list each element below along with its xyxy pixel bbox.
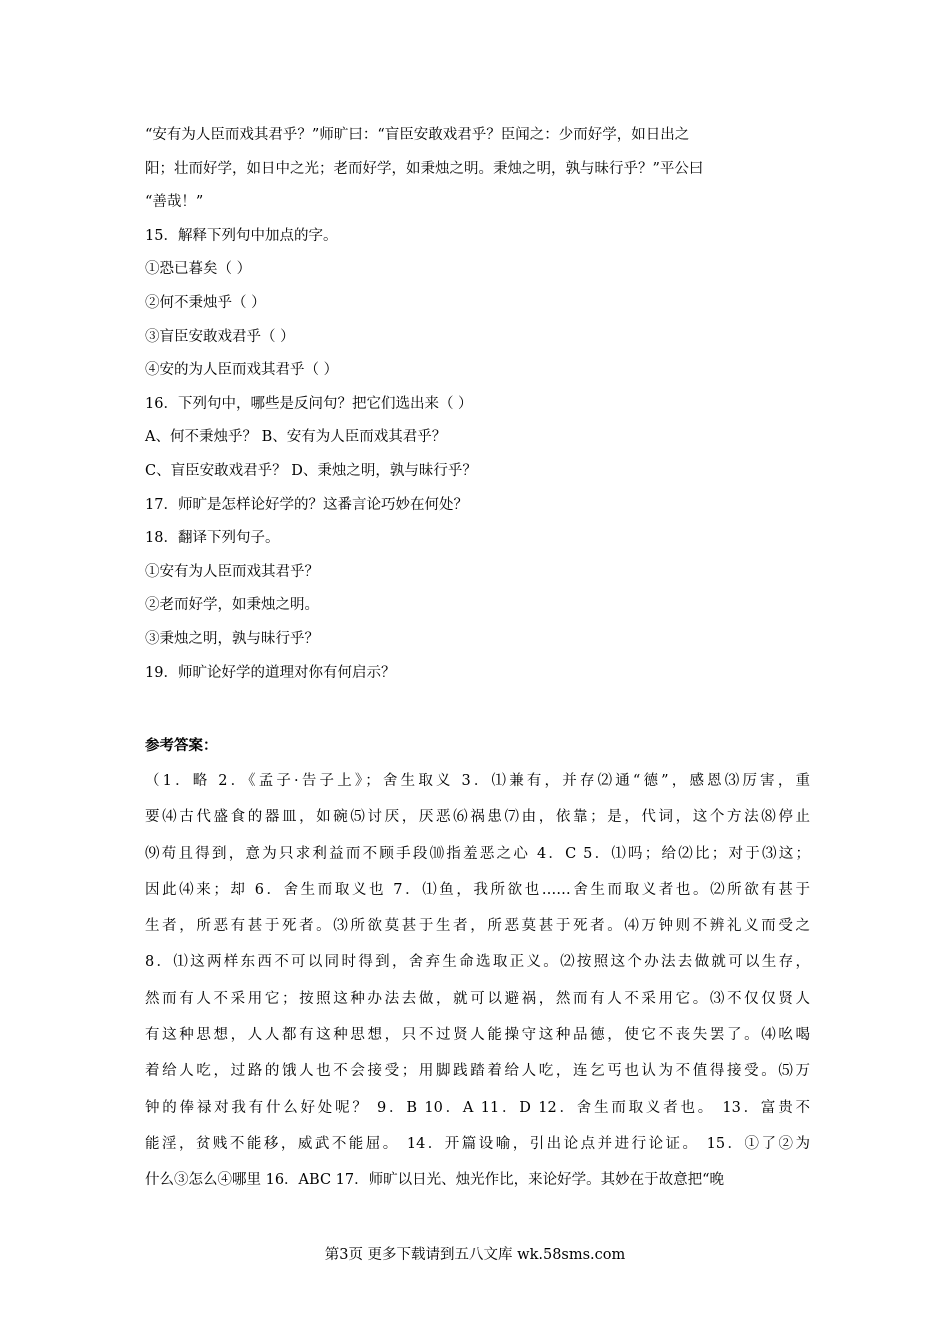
question-section: [145, 119, 815, 690]
answer-line: 钟的俸禄对我有什么好处呢？ 9．B 10．A 11．D 12．舍生而取义者也。 13．富贵不: [145, 1099, 810, 1116]
answer-line: （1．略 2．《孟子·告子上》；舍生取义 3．⑴兼有，并存⑵通“德”，感恩⑶厉害，重: [145, 773, 810, 789]
answer-line: 8．⑴这两样东西不可以同时得到，舍弃生命选取正义。⑵按照这个办法去做就可以生存，: [145, 954, 810, 971]
question-18-item-3: ③秉烛之明，孰与昧行乎？: [145, 630, 319, 647]
answer-line: 因此⑷来；却 6．舍生而取义也 7．⑴鱼，我所欲也……舍生而取义者也。⑵所欲有甚于: [145, 881, 810, 898]
question-18-item-1: ①安有为人臣而戏其君乎？: [145, 563, 319, 580]
question-15: 15．解释下列句中加点的字。: [145, 227, 338, 244]
question-18-item-2: ②老而好学，如秉烛之明。: [145, 597, 319, 614]
answer-line: 然而有人不采用它；按照这种办法去做，就可以避祸，然而有人不采用它。⑶不仅仅贤人: [145, 990, 810, 1007]
question-16: 16．下列句中，哪些是反问句？把它们选出来（ ）: [145, 395, 473, 412]
question-18: 18．翻译下列句子。: [145, 530, 280, 547]
answer-line: ⑼苟且得到，意为只求利益而不顾手段⑽指羞恶之心 4．C 5．⑴吗；给⑵比；对于⑶这；: [145, 845, 810, 862]
question-19: 19．师旷论好学的道理对你有何启示？: [145, 664, 396, 681]
question-16-options-ab: A、何不秉烛乎？ B、安有为人臣而戏其君乎？: [145, 429, 447, 446]
question-15-item-1: ①恐已暮矣（ ）: [145, 261, 252, 278]
answer-line: 什么③怎么④哪里 16．ABC 17．师旷以日光、烛光作比，来论好学。其妙在于故意把“晚: [145, 1172, 725, 1189]
answers-body: [145, 763, 810, 1199]
answer-line: 能淫，贫贱不能移，威武不能屈。 14．开篇设喻，引出论点并进行论证。 15．①了②为: [145, 1135, 810, 1152]
passage-line: “安有为人臣而戏其君乎？”师旷曰：“盲臣安敢戏君乎？臣闻之：少而好学，如日出之: [145, 127, 690, 143]
answer-line: 要⑷古代盛食的器皿，如碗⑸讨厌，厌恶⑹祸患⑺由，依靠；是，代词，这个方法⑻停止: [145, 809, 810, 826]
passage-line: 阳；壮而好学，如日中之光；老而好学，如秉烛之明。秉烛之明，孰与昧行乎？”平公曰: [145, 160, 704, 177]
passage-line: “善哉！”: [145, 194, 204, 211]
question-16-options-cd: C、盲臣安敢戏君乎？ D、秉烛之明，孰与昧行乎？: [145, 462, 477, 479]
question-17: 17．师旷是怎样论好学的？这番言论巧妙在何处？: [145, 496, 468, 513]
answer-line: 有这种思想，人人都有这种思想，只不过贤人能操守这种品德，使它不丧失罢了。⑷吆喝: [145, 1027, 810, 1044]
answers-title: 参考答案：: [145, 737, 218, 754]
page-footer: 第3页 更多下载请到五八文库 wk.58sms.com: [324, 1247, 626, 1263]
question-15-item-2: ②何不秉烛乎（ ）: [145, 294, 266, 311]
question-15-item-3: ③盲臣安敢戏君乎（ ）: [145, 328, 295, 345]
answer-line: 生者，所恶有甚于死者。⑶所欲莫甚于生者，所恶莫甚于死者。⑷万钟则不辨礼义而受之: [145, 918, 810, 935]
answer-line: 着给人吃，过路的饿人也不会接受；用脚践踏着给人吃，连乞丐也认为不值得接受。⑸万: [145, 1063, 810, 1080]
question-15-item-4: ④安的为人臣而戏其君乎（ ）: [145, 362, 339, 379]
